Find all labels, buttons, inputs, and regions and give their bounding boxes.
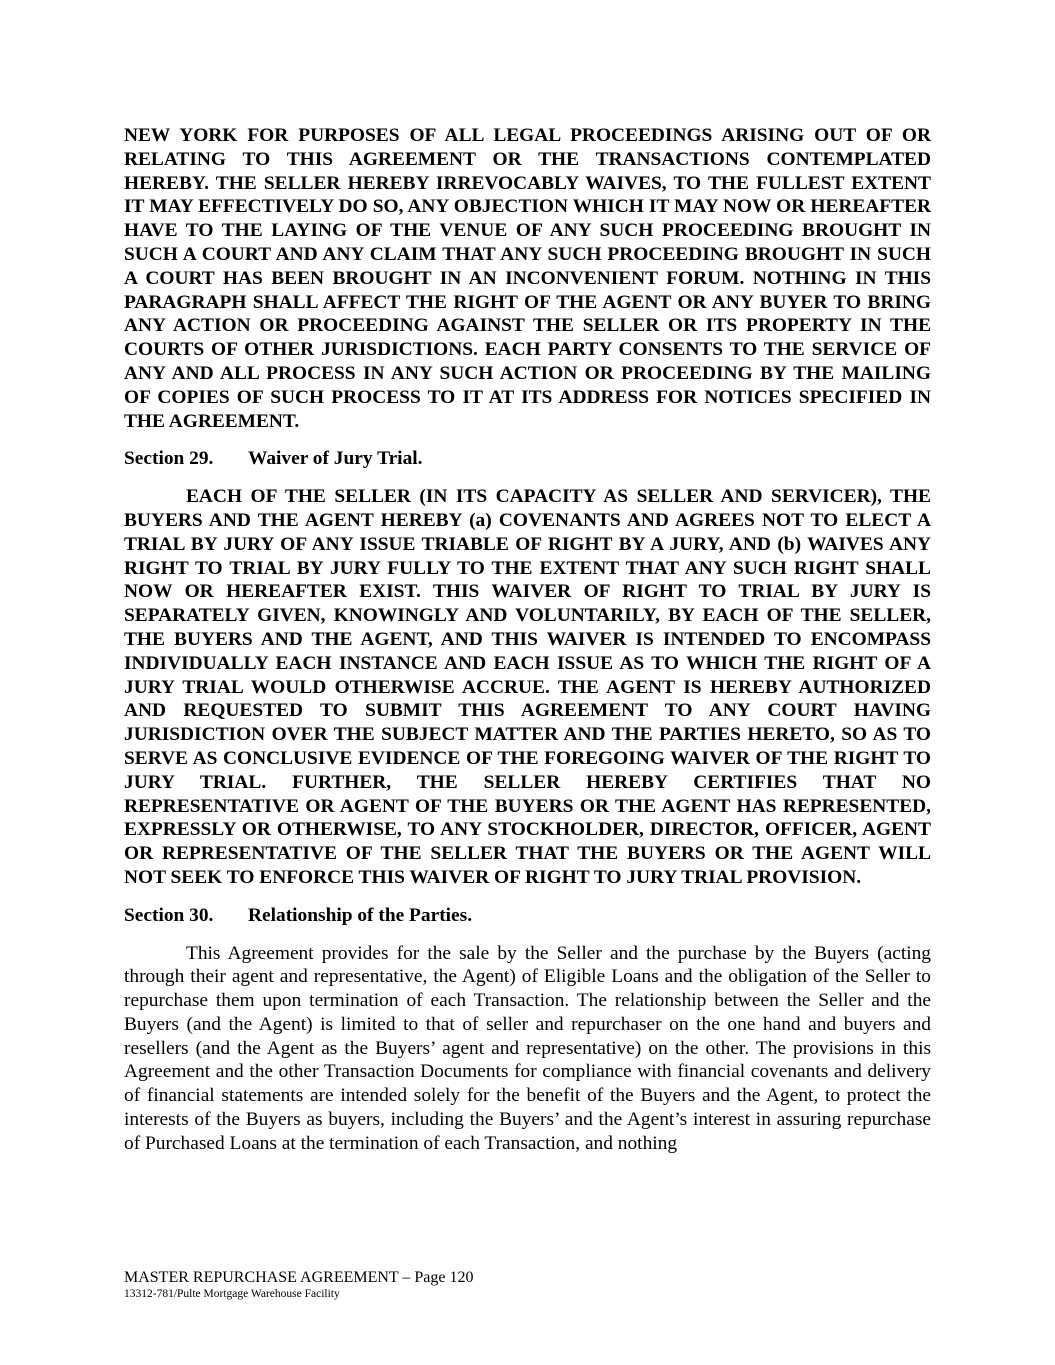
section-29-heading [124,447,931,471]
section-29-text: EACH OF THE SELLER (IN ITS CAPACITY AS SELLER AND SERVICER), THE BUYERS AND THE AGENT HEREBY (a) COVENANTS AND AGREES NOT TO ELECT A TRIAL BY JURY OF ANY ISSUE TRIABLE OF RIGHT BY A JURY, AND (b) WAIVES ANY RIGHT TO TRIAL BY JURY FULLY TO THE EXTENT THAT ANY SUCH RIGHT SHALL NOW OR HEREAFTER EXIST. THIS WAIVER OF RIGHT TO TRIAL BY JURY IS SEPARATELY GIVEN, KNOWINGLY AND VOLUNTARILY, BY EACH OF THE SELLER, THE BUYERS AND THE AGENT, AND THIS WAIVER IS INTENDED TO ENCOMPASS INDIVIDUALLY EACH INSTANCE AND EACH ISSUE AS TO WHICH THE RIGHT OF A JURY TRIAL WOULD OTHERWISE ACCRUE. THE AGENT IS HEREBY AUTHORIZED AND REQUESTED TO SUBMIT THIS AGREEMENT TO ANY COURT HAVING JURISDICTION OVER THE SUBJECT MATTER AND THE PARTIES HERETO, SO AS TO SERVE AS CONCLUSIVE EVIDENCE OF THE FOREGOING WAIVER OF THE RIGHT TO JURY TRIAL. FURTHER, THE SELLER HEREBY CERTIFIES THAT NO REPRESENTATIVE OR AGENT OF THE BUYERS OR THE AGENT HAS REPRESENTED, EXPRESSLY OR OTHERWISE, TO ANY STOCKHOLDER, DIRECTOR, OFFICER, AGENT OR REPRESENTATIVE OF THE SELLER THAT THE BUYERS OR THE AGENT WILL NOT SEEK TO ENFORCE THIS WAIVER OF RIGHT TO JURY TRIAL PROVISION. [124,486,931,888]
footer-doc-id: 13312-781/Pulte Mortgage Warehouse Facility [124,1288,340,1300]
section-30-title: Relationship of the Parties. [248,904,473,926]
spacer [124,890,931,904]
spacer [124,928,931,942]
spacer [124,471,931,485]
document-body [124,124,931,1156]
section-29-number: Section 29. [124,448,214,470]
spacer [124,433,931,447]
section-30-number: Section 30. [124,904,214,926]
footer-title: MASTER REPURCHASE AGREEMENT – Page 120 [124,1269,474,1286]
section-30-text: This Agreement provides for the sale by the Seller and the purchase by the Buyers (acting through their agent and representative, the Agent) of Eligible Loans and the obligation of the Seller to repurchase them upon termination of each Transaction. The relationship between the Seller and the Buyers (and the Agent) is limited to that of seller and repurchaser on the one hand and buyers and resellers (and the Agent as the Buyers’ agent and representative) on the other. The provisions in this Agreement and the other Transaction Documents for compliance with financial covenants and delivery of financial statements are intended solely for the benefit of the Buyers and the Agent, to protect the interests of the Buyers as buyers, including the Buyers’ and the Agent’s interest in assuring repurchase of Purchased Loans at the termination of each Transaction, and nothing [124,942,931,1154]
page-footer [124,1268,931,1301]
section-29-title: Waiver of Jury Trial. [248,448,423,470]
section-30-heading [124,904,931,928]
continued-paragraph: NEW YORK FOR PURPOSES OF ALL LEGAL PROCEEDINGS ARISING OUT OF OR RELATING TO THIS AGREEMENT OR THE TRANSACTIONS CONTEMPLATED HEREBY. THE SELLER HEREBY IRREVOCABLY WAIVES, TO THE FULLEST EXTENT IT MAY EFFECTIVELY DO SO, ANY OBJECTION WHICH IT MAY NOW OR HEREAFTER HAVE TO THE LAYING OF THE VENUE OF ANY SUCH PROCEEDING BROUGHT IN SUCH A COURT AND ANY CLAIM THAT ANY SUCH PROCEEDING BROUGHT IN SUCH A COURT HAS BEEN BROUGHT IN AN INCONVENIENT FORUM. NOTHING IN THIS PARAGRAPH SHALL AFFECT THE RIGHT OF THE AGENT OR ANY BUYER TO BRING ANY ACTION OR PROCEEDING AGAINST THE SELLER OR ITS PROPERTY IN THE COURTS OF OTHER JURISDICTIONS. EACH PARTY CONSENTS TO THE SERVICE OF ANY AND ALL PROCESS IN ANY SUCH ACTION OR PROCEEDING BY THE MAILING OF COPIES OF SUCH PROCESS TO IT AT ITS ADDRESS FOR NOTICES SPECIFIED IN THE AGREEMENT. [124,125,931,432]
